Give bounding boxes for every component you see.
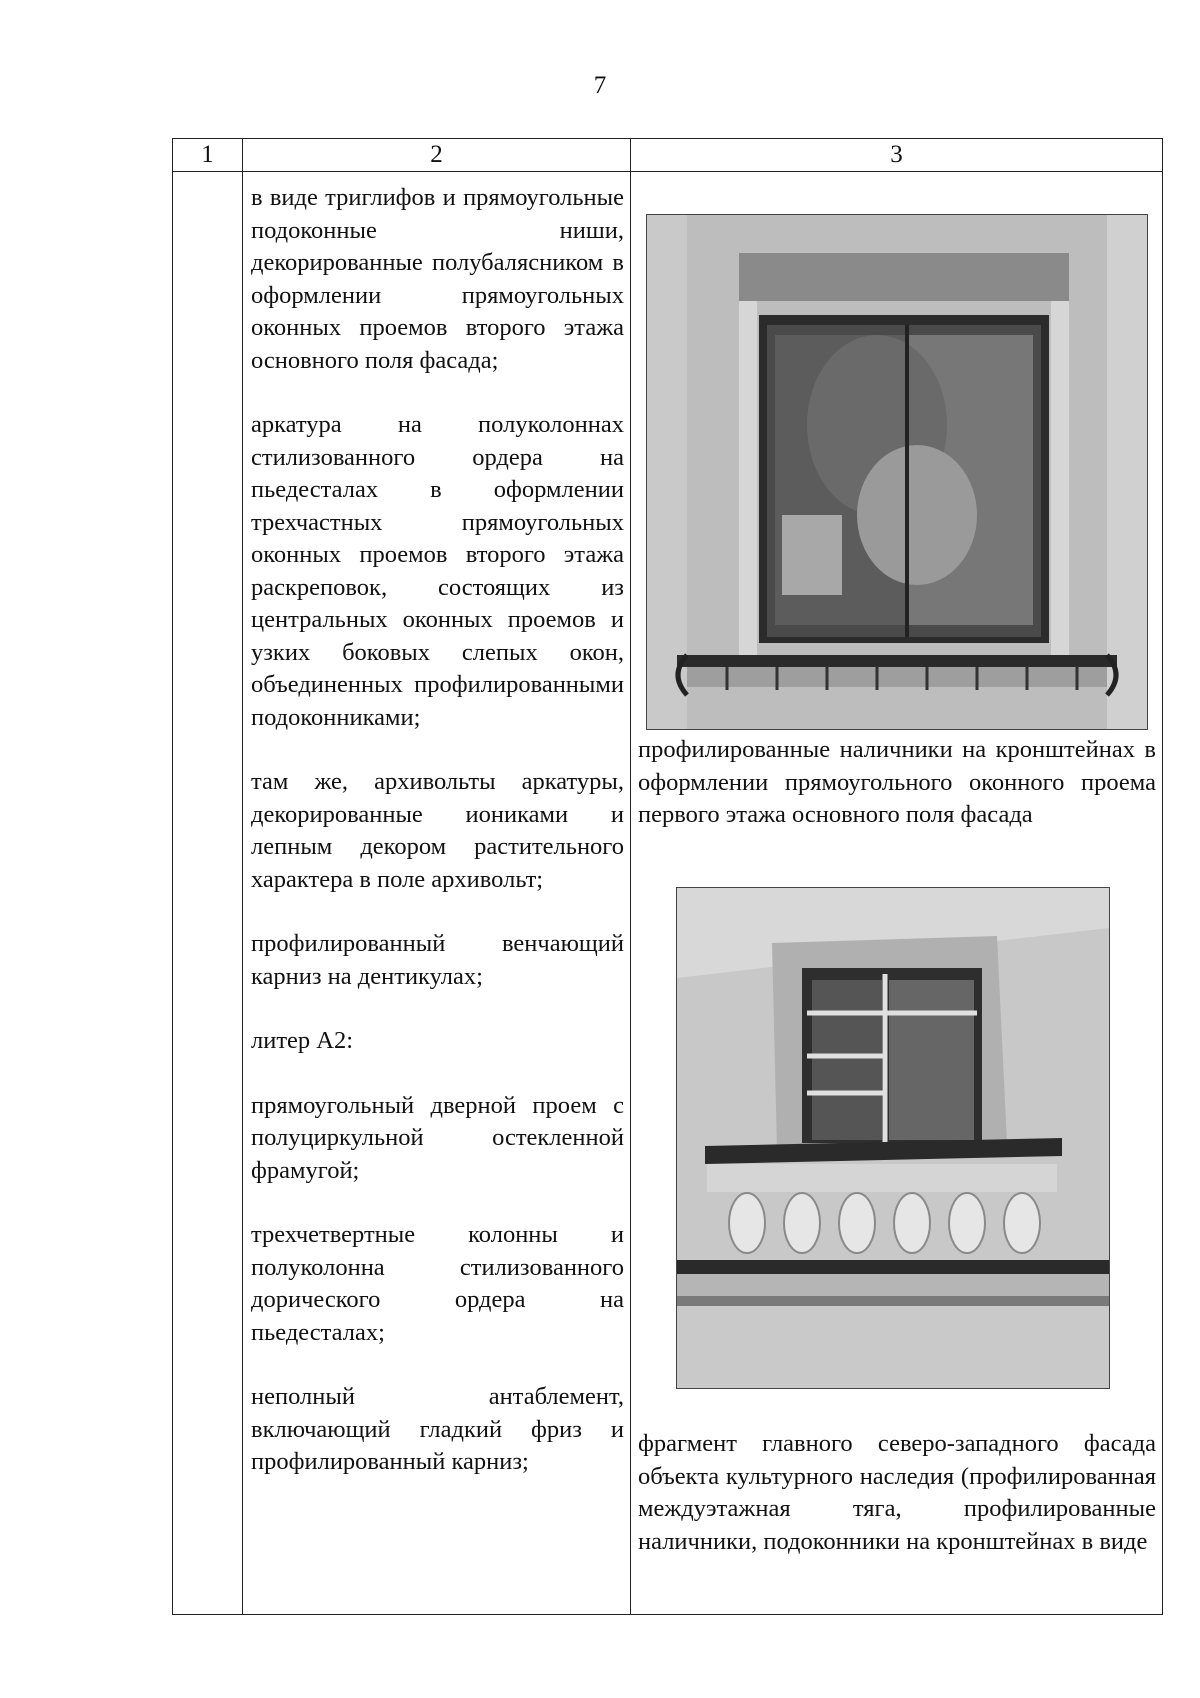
window-photo-2-image [677, 888, 1109, 1388]
description-paragraph: там же, архивольты аркатуры, декорированные иониками и лепным декором растительного характера в поле архивольт; [251, 768, 624, 893]
header-col-2: 2 [243, 139, 631, 172]
description-paragraph: литер А2: [251, 1027, 354, 1054]
document-table [172, 138, 1163, 1615]
description-paragraph: профилированный венчающий карниз на дентикулах; [251, 930, 624, 990]
description-paragraph: неполный антаблемент, включающий гладкий фриз и профилированный карниз; [251, 1383, 624, 1475]
description-paragraph: трехчетвертные колонны и полуколонна стилизованного дорического ордера на пьедесталах; [251, 1221, 624, 1346]
cell-col-3 [631, 172, 1163, 1615]
photo-1-caption: профилированные наличники на кронштейнах в оформлении прямоугольного оконного проема первого этажа основного поля фасада [638, 736, 1156, 828]
page-number: 7 [593, 72, 607, 99]
photo-2-caption: фрагмент главного северо-западного фасада объекта культурного наследия (профилированная междуэтажная тяга, профилированные наличники, подоконники на кронштейнах в виде [638, 1430, 1156, 1555]
description-paragraph: прямоугольный дверной проем с полуциркульной остекленной фрамугой; [251, 1091, 624, 1184]
table-body-row [173, 172, 1163, 1615]
window-photo-2 [676, 887, 1110, 1389]
description-paragraph: аркатура на полуколоннах стилизованного ордера на пьедесталах в оформлении трехчастных прямоугольных оконных проемов второго этажа раскреповок, состоящих из центральных оконных проемов и узких боковых слепых окон, объединенных профилированными подоконниками; [251, 411, 624, 731]
description-paragraph: в виде триглифов и прямоугольные подоконные ниши, декорированные полубалясником в оформлении прямоугольных оконных проемов второго этажа основного поля фасада; [251, 184, 624, 374]
header-col-3: 3 [631, 139, 1163, 172]
table-header-row [173, 139, 1163, 172]
header-col-1: 1 [173, 139, 243, 172]
cell-col-1 [173, 172, 243, 1615]
cell-col-2 [243, 172, 631, 1615]
window-photo-1-image [647, 215, 1147, 729]
window-photo-1 [646, 214, 1148, 730]
